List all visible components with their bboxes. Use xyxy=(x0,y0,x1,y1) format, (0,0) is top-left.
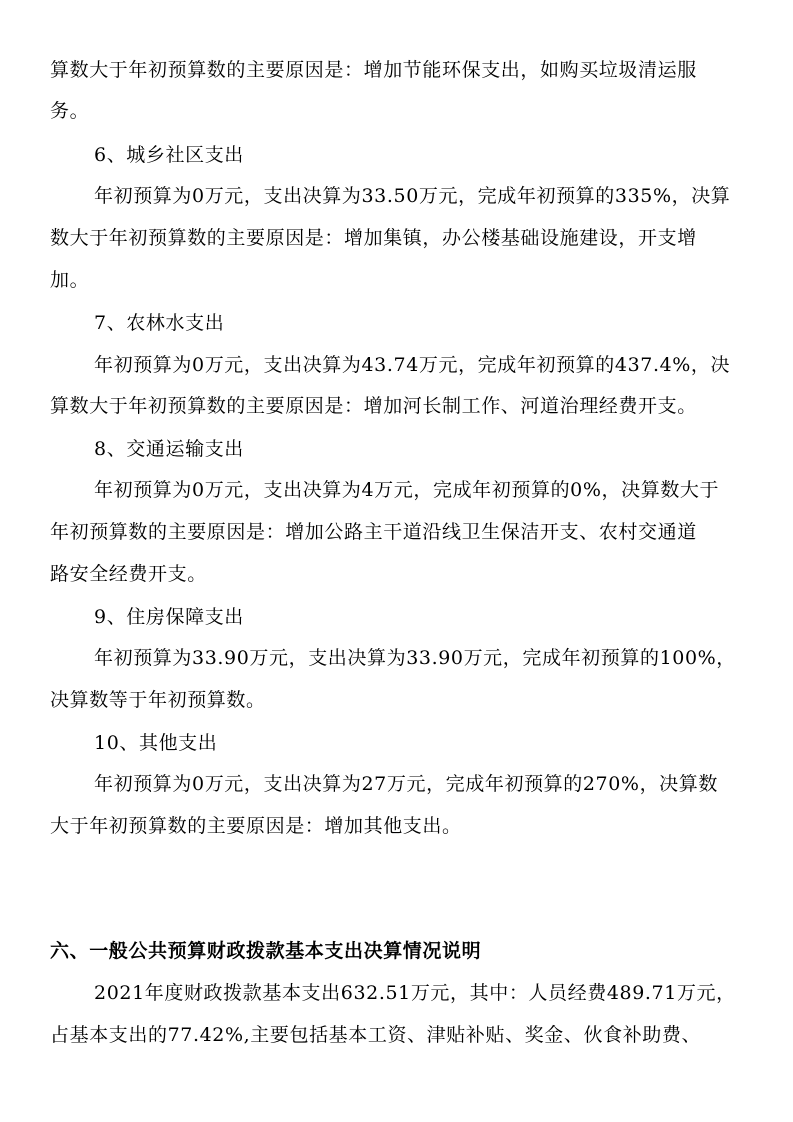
section-title-other: 10、其他支出 xyxy=(94,732,218,754)
text-line: 数大于年初预算数的主要原因是：增加集镇，办公楼基础设施建设，开支增 xyxy=(50,227,697,249)
text-line: 占基本支出的77.42%,主要包括基本工资、津贴补贴、奖金、伙食补助费、 xyxy=(50,1024,702,1046)
text-line: 2021年度财政拨款基本支出632.51万元，其中：人员经费489.71万元， xyxy=(94,982,736,1004)
text-line: 路安全经费开支。 xyxy=(50,563,207,585)
text-line: 决算数等于年初预算数。 xyxy=(50,689,266,711)
text-line: 年初预算为0万元，支出决算为43.74万元，完成年初预算的437.4%，决 xyxy=(94,354,731,376)
text-line: 年初预算为0万元，支出决算为33.50万元，完成年初预算的335%，决算 xyxy=(94,185,731,207)
text-line: 年初预算为0万元，支出决算为27万元，完成年初预算的270%，决算数 xyxy=(94,773,718,795)
text-line: 务。 xyxy=(50,100,90,122)
section-title-agriculture: 7、农林水支出 xyxy=(94,312,225,334)
text-line: 年初预算为33.90万元，支出决算为33.90万元，完成年初预算的100%， xyxy=(94,647,736,669)
section-title-urban-rural: 6、城乡社区支出 xyxy=(94,144,244,166)
section-title-transport: 8、交通运输支出 xyxy=(94,438,244,460)
text-line: 大于年初预算数的主要原因是：增加其他支出。 xyxy=(50,815,462,837)
text-line: 年初预算数的主要原因是：增加公路主干道沿线卫生保洁开支、农村交通道 xyxy=(50,521,697,543)
text-line: 年初预算为0万元，支出决算为4万元，完成年初预算的0%，决算数大于 xyxy=(94,479,720,501)
chapter-heading: 六、一般公共预算财政拨款基本支出决算情况说明 xyxy=(50,940,482,962)
text-line: 加。 xyxy=(50,269,90,291)
text-line: 算数大于年初预算数的主要原因是：增加节能环保支出，如购买垃圾清运服 xyxy=(50,59,697,81)
text-line: 算数大于年初预算数的主要原因是：增加河长制工作、河道治理经费开支。 xyxy=(50,395,697,417)
section-title-housing: 9、住房保障支出 xyxy=(94,606,244,628)
